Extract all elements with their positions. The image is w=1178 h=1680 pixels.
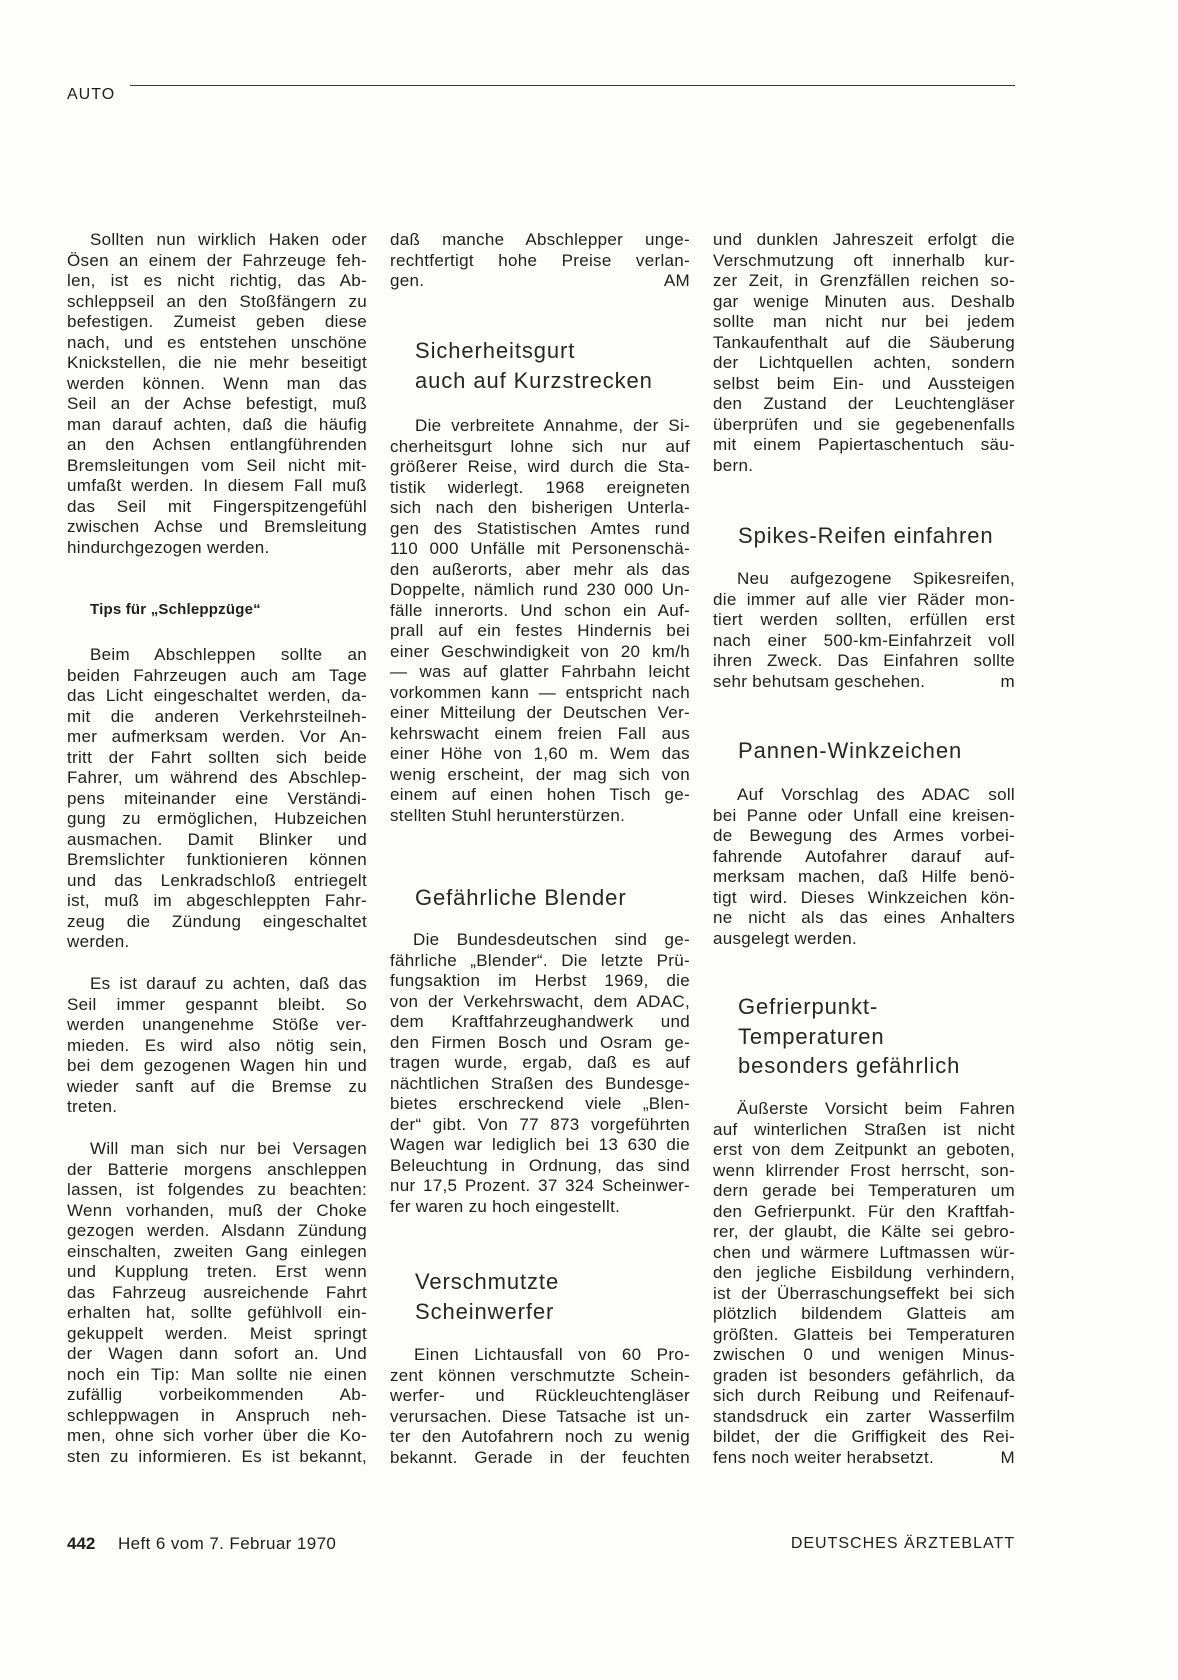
article-heading xyxy=(713,992,1015,1081)
text-line: werden können. Wenn man das xyxy=(67,373,367,393)
text-line: Äußerste Vorsicht beim Fahren xyxy=(737,1099,1015,1118)
text-line: Bremslichter funktionieren können xyxy=(67,850,367,869)
text-line: den jegliche Eisbildung verhindern, xyxy=(713,1263,1015,1282)
text-line: das Seil mit Fingerspitzengefühl xyxy=(67,496,367,516)
text-line-content: fens noch weiter herabsetzt. xyxy=(713,1447,935,1467)
text-line: einer Geschwindigkeit von 20 km/h xyxy=(390,641,690,661)
text-line-content: gen. xyxy=(390,271,425,290)
text-line: einschalten, zweiten Gang einlegen xyxy=(67,1241,367,1261)
text-line: Sollten nun wirklich Haken oder xyxy=(90,230,367,249)
text-line: schleppseil an den Stoßfängern zu xyxy=(67,291,367,311)
text-line: mit einem Papiertaschentuch säu- xyxy=(713,435,1015,454)
section-heading xyxy=(67,600,367,621)
text-line: zwischen 0 und wenigen Minus- xyxy=(713,1345,1015,1364)
text-line: Einen Lichtausfall von 60 Pro- xyxy=(414,1345,690,1364)
text-line: sich durch Reibung und Reifenauf- xyxy=(713,1386,1015,1405)
text-line: gen des Statistischen Amtes rund xyxy=(390,518,690,538)
article-paragraph xyxy=(67,974,367,1118)
author-signature: AM xyxy=(663,271,690,290)
text-line: dern gerade bei Temperaturen um xyxy=(713,1181,1015,1200)
text-line: gar wenige Minuten aus. Deshalb xyxy=(713,291,1015,311)
text-line: den Gefrierpunkt. Für den Kraftfah- xyxy=(713,1201,1015,1221)
text-line: mer aufmerksam werden. Vor An- xyxy=(67,727,367,746)
text-line: sten zu informieren. Es ist bekannt, xyxy=(67,1446,367,1466)
text-line: Beleuchtung in Ordnung, das sind xyxy=(390,1155,690,1175)
text-line: und Kupplung treten. Erst wenn xyxy=(67,1262,367,1281)
text-line xyxy=(713,672,1015,693)
text-line: und dunklen Jahreszeit erfolgt die xyxy=(713,230,1015,249)
author-signature: M xyxy=(1000,1447,1015,1467)
text-line: fungsaktion im Herbst 1969, die xyxy=(390,971,690,990)
text-line: lassen, ist folgendes zu beachten: xyxy=(67,1180,367,1199)
text-line: das Licht eingeschaltet werden, da- xyxy=(67,686,367,705)
text-line: Neu aufgezogene Spikesreifen, xyxy=(737,569,1015,588)
text-line: beiden Fahrzeugen auch am Tage xyxy=(67,665,367,685)
article-paragraph xyxy=(390,230,690,292)
article-paragraph xyxy=(390,416,690,826)
text-line: das Fahrzeug ausreichende Fahrt xyxy=(67,1282,367,1302)
text-line: — was auf glatter Fahrbahn leicht xyxy=(390,662,690,681)
text-line: plötzlich bildendem Glatteis am xyxy=(713,1304,1015,1323)
article-paragraph xyxy=(713,230,1015,476)
text-line: Seil immer gespannt bleibt. So xyxy=(67,994,367,1014)
article-paragraph xyxy=(67,230,367,558)
heading-line: Sicherheitsgurt xyxy=(415,338,576,363)
text-line: kehrswacht einem freien Fall aus xyxy=(390,723,690,743)
text-line: bekannt. Gerade in der feuchten xyxy=(390,1447,690,1467)
author-signature: m xyxy=(1000,671,1015,691)
article-heading xyxy=(713,736,1015,766)
text-line: Die verbreitete Annahme, der Si- xyxy=(415,416,690,435)
heading-line: Gefrierpunkt- xyxy=(738,994,879,1019)
text-line xyxy=(390,271,690,292)
text-line: mieden. Es wird also nötig sein, xyxy=(67,1035,367,1055)
text-line: Die Bundesdeutschen sind ge- xyxy=(413,930,690,949)
heading-line: Spikes-Reifen einfahren xyxy=(738,523,994,548)
text-line: man darauf achten, daß die häufig xyxy=(67,414,367,434)
text-line: größerer Reise, wird durch die Sta- xyxy=(390,457,690,476)
heading-line: Pannen-Winkzeichen xyxy=(738,738,963,763)
text-column-middle xyxy=(390,0,690,1500)
text-line: rer, der glaubt, die Kälte sei gebro- xyxy=(713,1222,1015,1241)
text-line: vorkommen kann — entspricht nach xyxy=(390,682,690,702)
text-line: überprüfen und sie gegebenenfalls xyxy=(713,414,1015,434)
text-line: tigt wird. Dieses Winkzeichen kön- xyxy=(713,887,1015,907)
text-line: nächtlichen Straßen des Bundesge- xyxy=(390,1073,690,1093)
text-line: gekuppelt werden. Meist springt xyxy=(67,1323,367,1343)
text-line: ne nicht als das eines Anhalters xyxy=(713,908,1015,927)
article-paragraph xyxy=(713,785,1015,949)
heading-line: Temperaturen xyxy=(738,1023,885,1049)
text-line: prall auf ein festes Hindernis bei xyxy=(390,621,690,640)
text-line: gung zu ermöglichen, Hubzeichen xyxy=(67,809,367,828)
text-line: an den Achsen entlangführenden xyxy=(67,435,367,454)
text-line: auf winterlichen Straßen ist nicht xyxy=(713,1119,1015,1139)
text-line: ihren Zweck. Das Einfahren sollte xyxy=(713,651,1015,670)
text-line: ist der Überraschungseffekt bei sich xyxy=(713,1283,1015,1303)
text-line: Ösen an einem der Fahrzeuge feh- xyxy=(67,250,367,270)
text-line: fährliche „Blender“. Die letzte Prü- xyxy=(390,950,690,970)
heading-line: Scheinwerfer xyxy=(415,1298,555,1324)
text-line: werfer- und Rückleuchtengläser xyxy=(390,1386,690,1405)
text-line: fer waren zu hoch eingestellt. xyxy=(390,1196,621,1216)
text-line: der Wagen dann sofort an. Und xyxy=(67,1344,367,1363)
text-line: tiert werden sollten, erfüllen erst xyxy=(713,610,1015,629)
text-line: Auf Vorschlag des ADAC soll xyxy=(737,785,1015,804)
text-line: bildet, der die Griffigkeit des Rei- xyxy=(713,1427,1015,1446)
text-line: bei Panne oder Unfall eine kreisen- xyxy=(713,805,1015,825)
text-line: wenig erscheint, der mag sich von xyxy=(390,764,690,784)
text-line: Doppelte, nämlich rund 230 000 Un- xyxy=(390,580,690,599)
article-heading xyxy=(390,1267,690,1326)
text-line: stellten Stuhl herunterstürzen. xyxy=(390,805,626,825)
article-paragraph xyxy=(67,645,367,953)
text-line: und das Lenkradschloß entriegelt xyxy=(67,870,367,890)
text-line: schleppwagen in Anspruch neh- xyxy=(67,1405,367,1425)
text-line: 110 000 Unfälle mit Personenschä- xyxy=(390,539,690,558)
heading-line: auch auf Kurzstrecken xyxy=(415,367,653,393)
text-line: ausmachen. Damit Blinker und xyxy=(67,829,367,849)
text-line: einem auf einen hohen Tisch ge- xyxy=(390,785,690,804)
text-line: sollte man nicht nur bei jedem xyxy=(713,312,1015,331)
text-line: die immer auf alle vier Räder mon- xyxy=(713,589,1015,609)
text-line: Es ist darauf zu achten, daß das xyxy=(90,974,367,993)
text-line-content: sehr behutsam geschehen. xyxy=(713,671,926,691)
text-line: befestigen. Zumeist geben diese xyxy=(67,312,367,331)
heading-line: besonders gefährlich xyxy=(738,1053,961,1078)
text-line: Wagen war lediglich bei 13 630 die xyxy=(390,1135,690,1154)
text-line: gezogen werden. Alsdann Zündung xyxy=(67,1221,367,1240)
heading-line: Verschmutzte xyxy=(415,1269,560,1294)
text-line: ist, muß im abgeschleppten Fahr- xyxy=(67,891,367,910)
text-line: merksam machen, daß Hilfe benö- xyxy=(713,867,1015,886)
text-line: fahrende Autofahrer darauf auf- xyxy=(713,846,1015,866)
text-line: wenn klirrender Frost herrscht, son- xyxy=(713,1160,1015,1180)
text-line: tritt der Fahrt sollten sich beide xyxy=(67,747,367,767)
text-line: len, ist es nicht richtig, das Ab- xyxy=(67,271,367,290)
text-line: ter den Autofahrern noch zu wenig xyxy=(390,1427,690,1446)
text-line: den Firmen Bosch und Osram ge- xyxy=(390,1032,690,1052)
text-line: größten. Glatteis bei Temperaturen xyxy=(713,1324,1015,1344)
page-number: 442 xyxy=(67,1534,96,1553)
text-line: zeug die Zündung eingeschaltet xyxy=(67,911,367,931)
text-line: nach, und es entstehen unschöne xyxy=(67,332,367,352)
text-line: bei dem gezogenen Wagen hin und xyxy=(67,1056,367,1075)
issue-info: Heft 6 vom 7. Februar 1970 xyxy=(118,1534,337,1553)
text-line: Bremsleitungen vom Seil nicht mit- xyxy=(67,455,367,475)
text-line: rechtfertigt hohe Preise verlan- xyxy=(390,250,690,270)
text-line: Wenn vorhanden, muß der Choke xyxy=(67,1200,367,1220)
text-line: selbst beim Ein- und Aussteigen xyxy=(713,373,1015,393)
text-line: bietes erschreckend viele „Blen- xyxy=(390,1094,690,1113)
text-line: sich nach den bisherigen Unterla- xyxy=(390,498,690,517)
section-label: AUTO xyxy=(67,86,116,103)
text-line xyxy=(713,1448,1015,1469)
text-line: erst von dem Zeitpunkt an geboten, xyxy=(713,1140,1015,1159)
text-line: werden. xyxy=(67,932,130,951)
text-line: umfaßt werden. In diesem Fall muß xyxy=(67,476,367,495)
text-column-right xyxy=(713,0,1015,1500)
article-paragraph xyxy=(390,930,690,1217)
text-line: tistik widerlegt. 1968 ereigneten xyxy=(390,477,690,497)
text-line: men, ohne sich vorher über die Ko- xyxy=(67,1426,367,1445)
text-line: mit die anderen Verkehrsteilneh- xyxy=(67,706,367,726)
text-line: de Bewegung des Armes vorbei- xyxy=(713,826,1015,845)
text-line: Tankaufenthalt auf die Säuberung xyxy=(713,332,1015,352)
text-line: den Zustand der Leuchtengläser xyxy=(713,394,1015,413)
text-line: treten. xyxy=(67,1097,118,1116)
article-heading xyxy=(390,883,690,913)
text-line: zent können verschmutzte Schein- xyxy=(390,1365,690,1385)
text-line: Knickstellen, die nie mehr beseitigt xyxy=(67,353,367,372)
article-paragraph xyxy=(67,1139,367,1467)
text-line: den außerorts, aber mehr als das xyxy=(390,559,690,579)
text-line: zwischen Achse und Bremsleitung xyxy=(67,517,367,536)
text-line: noch ein Tip: Man sollte nie einen xyxy=(67,1364,367,1384)
text-line: chen und wärmere Luftmassen wür- xyxy=(713,1242,1015,1262)
text-line: bern. xyxy=(713,455,754,475)
article-paragraph xyxy=(713,569,1015,692)
text-line: erhalten hat, sollte gefühlvoll ein- xyxy=(67,1303,367,1322)
text-line: pens miteinander eine Verständi- xyxy=(67,788,367,808)
text-line: nach einer 500-km-Einfahrzeit voll xyxy=(713,630,1015,650)
text-line: der Batterie morgens anschleppen xyxy=(67,1159,367,1179)
article-paragraph xyxy=(713,1099,1015,1468)
journal-name: DEUTSCHES ÄRZTEBLATT xyxy=(790,1535,1015,1552)
text-line: einer Mitteilung der Deutschen Ver- xyxy=(390,703,690,722)
text-line: zer Zeit, in Grenzfällen reichen so- xyxy=(713,271,1015,290)
text-line: von der Verkehrswacht, dem ADAC, xyxy=(390,991,690,1011)
text-line: Verschmutzung oft innerhalb kur- xyxy=(713,250,1015,270)
text-line: hindurchgezogen werden. xyxy=(67,537,270,557)
article-paragraph xyxy=(390,1345,690,1468)
text-line: cherheitsgurt lohne sich nur auf xyxy=(390,436,690,456)
text-line: daß manche Abschlepper unge- xyxy=(390,230,690,249)
heading-line: Gefährliche Blender xyxy=(415,885,627,910)
article-heading xyxy=(713,521,1015,551)
text-line: graden ist besonders gefährlich, da xyxy=(713,1365,1015,1385)
text-line: der Lichtquellen achten, sondern xyxy=(713,353,1015,372)
text-line: Fahrer, um während des Abschlep- xyxy=(67,768,367,787)
text-line: nur 17,5 Prozent. 37 324 Scheinwer- xyxy=(390,1176,690,1195)
text-line: dem Kraftfahrzeughandwerk und xyxy=(390,1012,690,1031)
text-line: wieder sanft auf die Bremse zu xyxy=(67,1076,367,1096)
text-line: der“ gibt. Von 77 873 vorgeführten xyxy=(390,1114,690,1134)
text-line: Beim Abschleppen sollte an xyxy=(90,645,367,664)
heading-line: Tips für „Schleppzüge“ xyxy=(90,601,261,618)
text-line: ausgelegt werden. xyxy=(713,928,858,948)
text-line: tragen wurde, ergab, daß es auf xyxy=(390,1053,690,1072)
text-line: werden unangenehme Stöße ver- xyxy=(67,1015,367,1034)
text-line: Seil an der Achse befestigt, muß xyxy=(67,394,367,413)
text-line: verursachen. Diese Tatsache ist un- xyxy=(390,1406,690,1426)
text-line: einer Höhe von 1,60 m. Wem das xyxy=(390,744,690,763)
text-line: zufällig vorbeikommenden Ab- xyxy=(67,1385,367,1404)
article-heading xyxy=(390,336,690,395)
text-line: fälle innerorts. Und schon ein Auf- xyxy=(390,600,690,620)
text-line: standsdruck ein zarter Wasserfilm xyxy=(713,1406,1015,1426)
text-line: Will man sich nur bei Versagen xyxy=(90,1139,367,1158)
text-column-left xyxy=(67,0,367,1500)
